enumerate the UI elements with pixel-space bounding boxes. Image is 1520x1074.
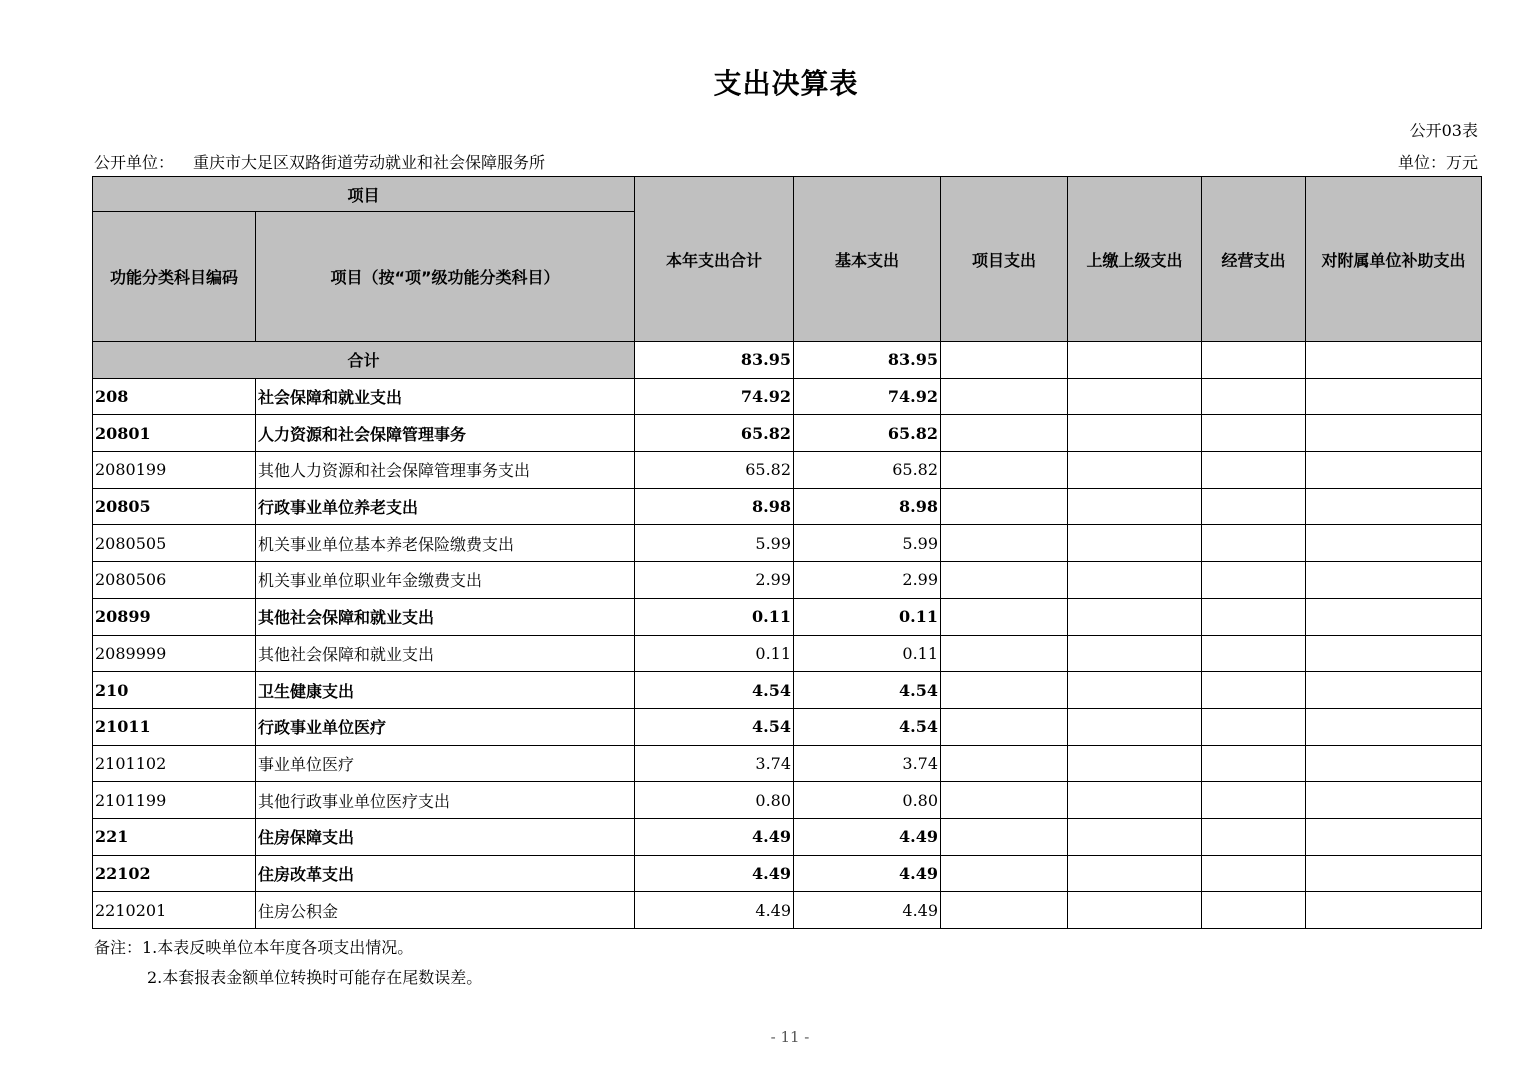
row-code: 2210201: [93, 892, 256, 929]
row-total: 2.99: [635, 562, 794, 599]
empty-cell: [1306, 488, 1482, 525]
table-row: [93, 855, 1482, 892]
empty-cell: [1202, 378, 1306, 415]
empty-cell: [1202, 745, 1306, 782]
empty-cell: [1306, 745, 1482, 782]
row-basic: 8.98: [794, 488, 941, 525]
row-code: 2101102: [93, 745, 256, 782]
empty-cell: [941, 562, 1068, 599]
row-basic: 0.80: [794, 782, 941, 819]
empty-cell: [1068, 672, 1202, 709]
row-name: 住房保障支出: [256, 818, 635, 855]
row-code: 208: [93, 378, 256, 415]
empty-cell: [941, 415, 1068, 452]
row-code: 210: [93, 672, 256, 709]
empty-cell: [1202, 342, 1306, 379]
row-code: 2080506: [93, 562, 256, 599]
row-total: 5.99: [635, 525, 794, 562]
row-name: 机关事业单位基本养老保险缴费支出: [256, 525, 635, 562]
row-name: 其他行政事业单位医疗支出: [256, 782, 635, 819]
header-code: 功能分类科目编码: [93, 212, 256, 342]
row-basic: 3.74: [794, 745, 941, 782]
row-basic: 65.82: [794, 415, 941, 452]
empty-cell: [1306, 415, 1482, 452]
row-name: 社会保障和就业支出: [256, 378, 635, 415]
empty-cell: [1202, 562, 1306, 599]
unit-label: 单位：万元: [1397, 153, 1478, 172]
row-total: 4.49: [635, 855, 794, 892]
row-code: 2089999: [93, 635, 256, 672]
table-row: [93, 488, 1482, 525]
row-name: 事业单位医疗: [256, 745, 635, 782]
empty-cell: [1306, 378, 1482, 415]
empty-cell: [1068, 708, 1202, 745]
table-row: [93, 892, 1482, 929]
org-label: 公开单位：: [94, 153, 175, 172]
empty-cell: [941, 672, 1068, 709]
row-total: 65.82: [635, 452, 794, 489]
empty-cell: [1068, 855, 1202, 892]
row-total: 4.54: [635, 672, 794, 709]
empty-cell: [1306, 708, 1482, 745]
expenditure-table: [92, 176, 1482, 929]
empty-cell: [1306, 855, 1482, 892]
empty-cell: [1068, 415, 1202, 452]
empty-cell: [1068, 782, 1202, 819]
row-basic: 2.99: [794, 562, 941, 599]
row-basic: 0.11: [794, 635, 941, 672]
row-total: 4.49: [635, 818, 794, 855]
empty-cell: [1306, 672, 1482, 709]
header-project: 项目: [93, 177, 635, 212]
row-basic: 5.99: [794, 525, 941, 562]
header-business: 经营支出: [1202, 177, 1306, 342]
empty-cell: [1306, 818, 1482, 855]
header-basic: 基本支出: [794, 177, 941, 342]
row-basic: 65.82: [794, 452, 941, 489]
empty-cell: [1202, 672, 1306, 709]
header-remit: 上缴上级支出: [1068, 177, 1202, 342]
row-total: 65.82: [635, 415, 794, 452]
page-number: - 11 -: [770, 1028, 810, 1046]
empty-cell: [1068, 562, 1202, 599]
total-basic: 83.95: [794, 342, 941, 379]
row-basic: 4.49: [794, 855, 941, 892]
empty-cell: [1202, 855, 1306, 892]
empty-cell: [1202, 452, 1306, 489]
row-basic: 4.49: [794, 892, 941, 929]
row-total: 4.54: [635, 708, 794, 745]
table-row: [93, 598, 1482, 635]
row-name: 人力资源和社会保障管理事务: [256, 415, 635, 452]
empty-cell: [941, 635, 1068, 672]
row-code: 21011: [93, 708, 256, 745]
empty-cell: [941, 342, 1068, 379]
empty-cell: [1068, 525, 1202, 562]
empty-cell: [941, 892, 1068, 929]
empty-cell: [941, 378, 1068, 415]
empty-cell: [1202, 635, 1306, 672]
row-total: 0.80: [635, 782, 794, 819]
row-total: 0.11: [635, 635, 794, 672]
row-name: 住房公积金: [256, 892, 635, 929]
row-code: 2080199: [93, 452, 256, 489]
row-total: 0.11: [635, 598, 794, 635]
empty-cell: [941, 708, 1068, 745]
total-row: [93, 342, 1482, 379]
empty-cell: [1068, 342, 1202, 379]
empty-cell: [1068, 452, 1202, 489]
note-line-2: 2.本套报表金额单位转换时可能存在尾数误差。: [147, 968, 483, 987]
header-subsidy: 对附属单位补助支出: [1306, 177, 1482, 342]
header-name: 项目（按“项”级功能分类科目）: [256, 212, 635, 342]
row-total: 74.92: [635, 378, 794, 415]
row-name: 其他社会保障和就业支出: [256, 598, 635, 635]
row-total: 4.49: [635, 892, 794, 929]
row-total: 8.98: [635, 488, 794, 525]
notes: [94, 933, 482, 993]
page-title: 支出决算表: [713, 67, 859, 100]
empty-cell: [1068, 598, 1202, 635]
empty-cell: [1202, 818, 1306, 855]
header-total: 本年支出合计: [635, 177, 794, 342]
table-row: [93, 708, 1482, 745]
table-row: [93, 378, 1482, 415]
row-code: 2080505: [93, 525, 256, 562]
org-name: 重庆市大足区双路街道劳动就业和社会保障服务所: [193, 153, 546, 172]
row-name: 行政事业单位医疗: [256, 708, 635, 745]
empty-cell: [941, 745, 1068, 782]
row-basic: 4.54: [794, 708, 941, 745]
table-row: [93, 415, 1482, 452]
table-row: [93, 745, 1482, 782]
row-code: 22102: [93, 855, 256, 892]
row-code: 20805: [93, 488, 256, 525]
table-row: [93, 635, 1482, 672]
row-name: 其他人力资源和社会保障管理事务支出: [256, 452, 635, 489]
empty-cell: [941, 488, 1068, 525]
empty-cell: [1202, 525, 1306, 562]
empty-cell: [1068, 378, 1202, 415]
form-number: 公开03表: [1409, 121, 1478, 140]
table-row: [93, 818, 1482, 855]
empty-cell: [1306, 598, 1482, 635]
row-basic: 0.11: [794, 598, 941, 635]
empty-cell: [1068, 488, 1202, 525]
empty-cell: [1202, 415, 1306, 452]
row-name: 机关事业单位职业年金缴费支出: [256, 562, 635, 599]
empty-cell: [1068, 745, 1202, 782]
row-name: 卫生健康支出: [256, 672, 635, 709]
note-line-1: 备注：1.本表反映单位本年度各项支出情况。: [94, 938, 414, 957]
row-name: 行政事业单位养老支出: [256, 488, 635, 525]
row-name: 住房改革支出: [256, 855, 635, 892]
table-row: [93, 672, 1482, 709]
header-project-expense: 项目支出: [941, 177, 1068, 342]
row-basic: 4.49: [794, 818, 941, 855]
row-basic: 74.92: [794, 378, 941, 415]
empty-cell: [1202, 708, 1306, 745]
empty-cell: [1306, 562, 1482, 599]
empty-cell: [941, 818, 1068, 855]
row-total: 3.74: [635, 745, 794, 782]
empty-cell: [1202, 892, 1306, 929]
empty-cell: [1068, 892, 1202, 929]
empty-cell: [1068, 635, 1202, 672]
empty-cell: [1306, 635, 1482, 672]
empty-cell: [1202, 488, 1306, 525]
total-amount: 83.95: [635, 342, 794, 379]
empty-cell: [1306, 525, 1482, 562]
table-row: [93, 782, 1482, 819]
empty-cell: [1306, 342, 1482, 379]
empty-cell: [1306, 892, 1482, 929]
row-code: 221: [93, 818, 256, 855]
row-code: 20801: [93, 415, 256, 452]
row-name: 其他社会保障和就业支出: [256, 635, 635, 672]
empty-cell: [941, 452, 1068, 489]
row-basic: 4.54: [794, 672, 941, 709]
empty-cell: [1202, 598, 1306, 635]
table-row: [93, 562, 1482, 599]
unit-line: [94, 150, 1478, 172]
table-row: [93, 525, 1482, 562]
empty-cell: [1068, 818, 1202, 855]
empty-cell: [941, 525, 1068, 562]
empty-cell: [941, 855, 1068, 892]
row-code: 20899: [93, 598, 256, 635]
row-code: 2101199: [93, 782, 256, 819]
empty-cell: [1306, 782, 1482, 819]
empty-cell: [941, 782, 1068, 819]
total-label: 合计: [93, 342, 635, 379]
empty-cell: [941, 598, 1068, 635]
empty-cell: [1306, 452, 1482, 489]
empty-cell: [1202, 782, 1306, 819]
table-body: [93, 342, 1482, 929]
table-row: [93, 452, 1482, 489]
